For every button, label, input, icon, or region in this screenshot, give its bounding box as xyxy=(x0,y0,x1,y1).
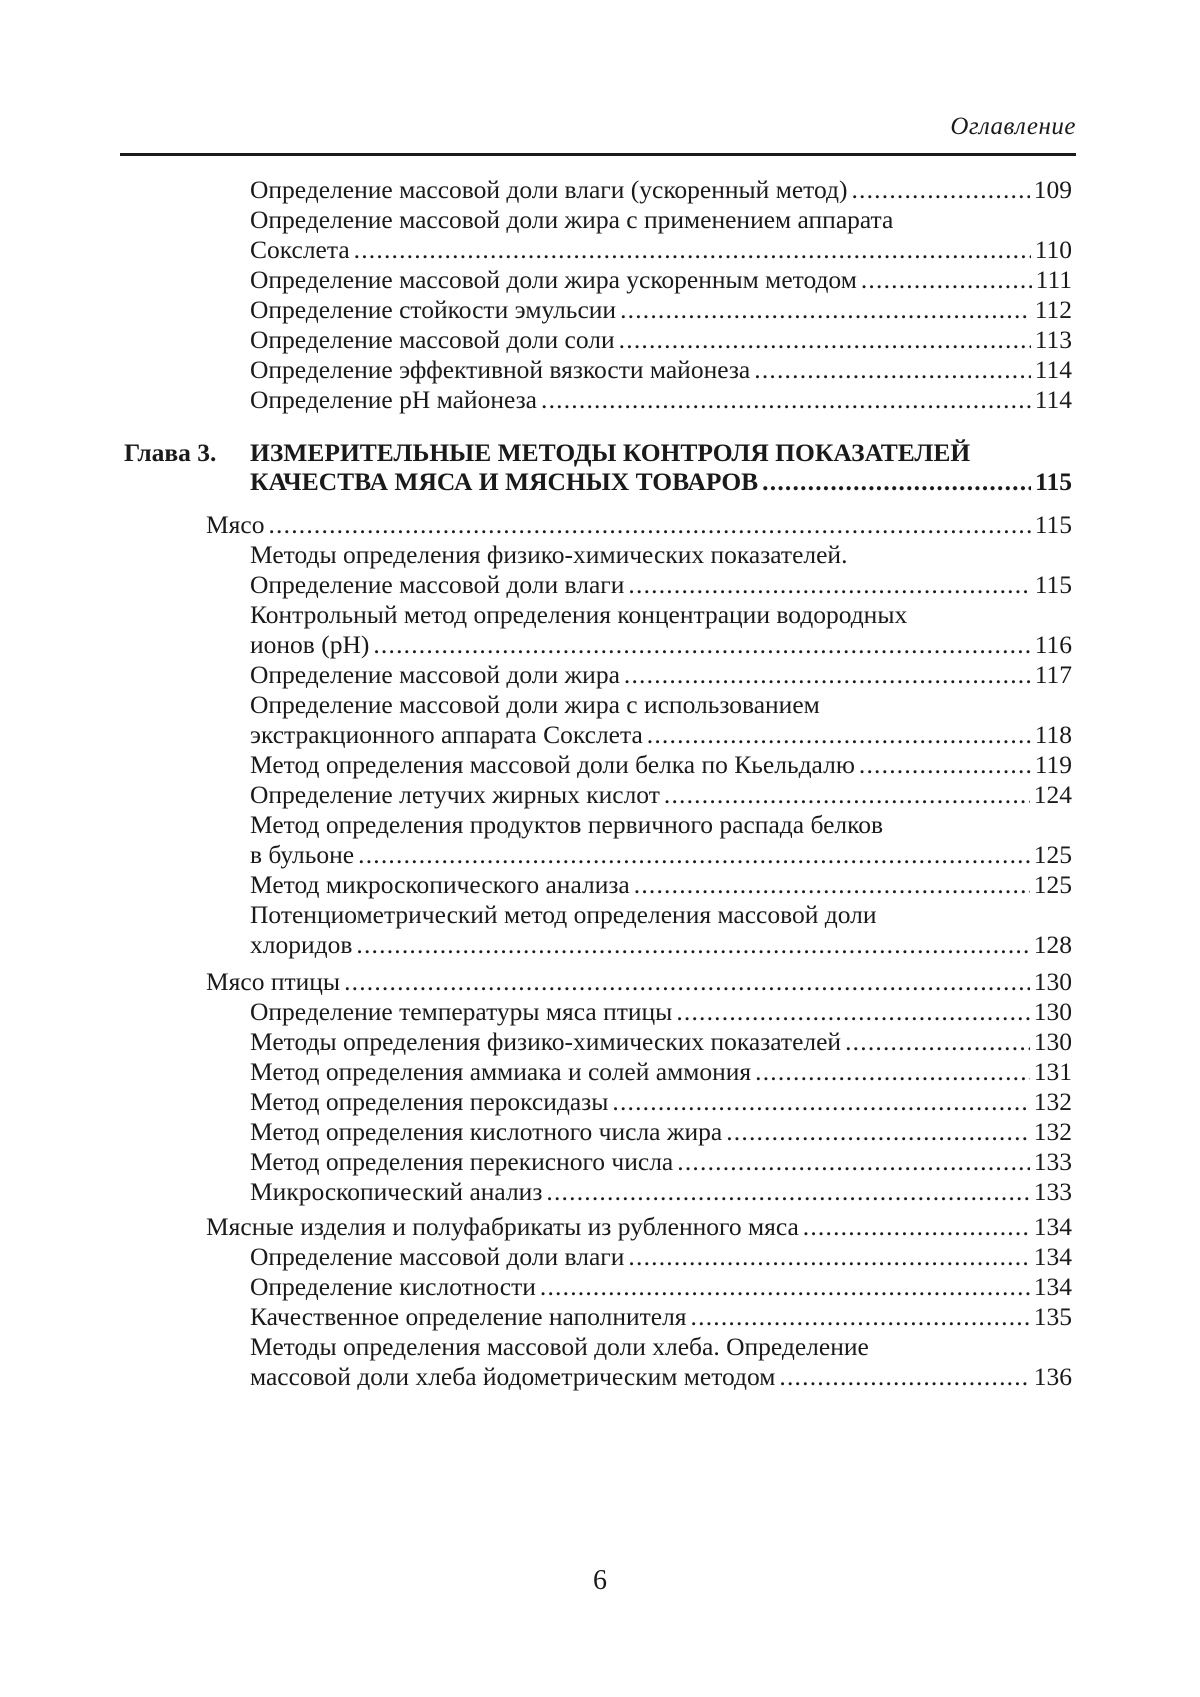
dot-leader xyxy=(754,355,1030,385)
toc-entry-page: 109 xyxy=(1033,175,1072,204)
dot-leader xyxy=(541,385,1031,415)
toc-entry xyxy=(250,1177,1072,1211)
toc-entry-page: 110 xyxy=(1034,235,1072,264)
toc-entry-text: Микроскопический анализ xyxy=(250,1177,543,1206)
toc-entry-text: массовой доли хлеба йодометрическим методом xyxy=(250,1362,776,1391)
toc-entry-text: Определение массовой доли жира с применением аппарата xyxy=(250,205,894,234)
toc-section xyxy=(206,967,1072,1001)
toc-entry xyxy=(250,1242,1072,1276)
toc-entry xyxy=(250,265,1072,299)
toc-entry-page: 125 xyxy=(1033,870,1072,899)
dot-leader xyxy=(676,997,1029,1027)
toc-entry xyxy=(250,235,1072,269)
toc-entry xyxy=(250,870,1072,904)
toc-entry xyxy=(250,1057,1072,1091)
toc-entry-page: 130 xyxy=(1033,997,1072,1026)
chapter-title-text: КАЧЕСТВА МЯСА И МЯСНЫХ ТОВАРОВ xyxy=(250,467,759,496)
toc-entry-page: 136 xyxy=(1033,1362,1072,1391)
toc-entry-page: 135 xyxy=(1033,1302,1072,1331)
toc-entry xyxy=(250,1117,1072,1151)
toc-entry-text: Определение кислотности xyxy=(250,1272,536,1301)
toc-section-text: Мясо птицы xyxy=(206,967,341,996)
toc-entry-text: Потенциометрический метод определения массовой доли xyxy=(250,900,877,929)
dot-leader xyxy=(344,967,1030,997)
toc-entry-text: Определение летучих жирных кислот xyxy=(250,780,660,809)
toc-entry-text: Методы определения физико-химических показателей xyxy=(250,1027,842,1056)
toc-entry-page: 119 xyxy=(1034,750,1072,779)
dot-leader xyxy=(628,1242,1029,1272)
toc-entry xyxy=(250,570,1072,604)
toc-entry-page: 134 xyxy=(1033,1272,1072,1301)
toc-entry-text: Определение массовой доли соли xyxy=(250,325,615,354)
toc-entry-text: Определение массовой доли влаги xyxy=(250,1242,625,1271)
dot-leader xyxy=(620,295,1031,325)
dot-leader xyxy=(803,1212,1030,1242)
toc-entry xyxy=(250,720,1072,754)
dot-leader xyxy=(726,1117,1030,1147)
toc-entry xyxy=(250,385,1072,419)
dot-leader xyxy=(664,780,1030,810)
toc-entry-page: 131 xyxy=(1033,1057,1072,1086)
toc-entry xyxy=(250,930,1072,964)
dot-leader xyxy=(647,720,1031,750)
running-head: Оглавление xyxy=(950,113,1076,140)
toc-entry xyxy=(250,630,1072,664)
toc-entry xyxy=(250,1147,1072,1181)
toc-section-page: 115 xyxy=(1034,510,1072,539)
toc-entry xyxy=(250,1302,1072,1336)
toc-entry xyxy=(250,205,893,239)
dot-leader xyxy=(677,1147,1029,1177)
toc-entry-text: экстракционного аппарата Сокслета xyxy=(250,720,643,749)
toc-entry-text: Определение массовой доли жира с использованием xyxy=(250,690,820,719)
toc-entry-page: 113 xyxy=(1034,325,1072,354)
toc-entry-page: 134 xyxy=(1033,1242,1072,1271)
toc-entry xyxy=(250,690,820,724)
toc-entry-page: 133 xyxy=(1033,1147,1072,1176)
toc-section-page: 134 xyxy=(1033,1212,1072,1241)
toc-entry-page: 112 xyxy=(1034,295,1072,324)
dot-leader xyxy=(691,1302,1030,1332)
dot-leader xyxy=(845,1027,1030,1057)
chapter-page: 115 xyxy=(1035,467,1072,496)
dot-leader xyxy=(861,265,1032,295)
toc-entry-page: 132 xyxy=(1033,1117,1072,1146)
dot-leader xyxy=(851,175,1029,205)
toc-entry xyxy=(250,1332,869,1366)
toc-entry-text: Определение массовой доли жира xyxy=(250,660,620,689)
toc-entry xyxy=(250,540,847,574)
toc-section xyxy=(206,1212,1072,1246)
toc-entry-page: 133 xyxy=(1033,1177,1072,1206)
toc-entry-page: 114 xyxy=(1034,355,1072,384)
toc-entry xyxy=(250,600,907,634)
toc-entry-page: 132 xyxy=(1033,1087,1072,1116)
dot-leader xyxy=(634,870,1030,900)
toc-entry-page: 115 xyxy=(1034,570,1072,599)
toc-entry-page: 118 xyxy=(1034,720,1072,749)
toc-entry-text: Метод определения продуктов первичного распада белков xyxy=(250,810,884,839)
dot-leader xyxy=(762,467,1031,497)
dot-leader xyxy=(268,510,1030,540)
toc-entry xyxy=(250,660,1072,694)
toc-entry-text: Определение массовой доли влаги xyxy=(250,570,625,599)
dot-leader xyxy=(354,235,1031,265)
toc-entry-text: Метод определения перекисного числа xyxy=(250,1147,674,1176)
toc-entry xyxy=(250,750,1072,784)
toc-entry xyxy=(250,900,877,934)
toc-entry-text: Метод определения пероксидазы xyxy=(250,1087,609,1116)
toc-entry xyxy=(250,175,1072,209)
toc-entry-text: Определение массовой доли влаги (ускоренный метод) xyxy=(250,175,848,204)
toc-entry-text: в бульоне xyxy=(250,840,355,869)
toc-entry-text: Метод определения аммиака и солей аммония xyxy=(250,1057,752,1086)
toc-entry xyxy=(250,325,1072,359)
toc-entry-text: Метод определения массовой доли белка по Кьельдалю xyxy=(250,750,855,779)
dot-leader xyxy=(373,630,1030,660)
chapter-number: Глава 3. xyxy=(124,438,217,467)
toc-entry xyxy=(250,1027,1072,1061)
page-number: 6 xyxy=(593,1565,607,1596)
toc-entry-page: 117 xyxy=(1034,660,1072,689)
toc-entry xyxy=(250,1362,1072,1396)
dot-leader xyxy=(779,1362,1029,1392)
toc-entry-text: Метод микроскопического анализа xyxy=(250,870,630,899)
toc-entry-text: Сокслета xyxy=(250,235,350,264)
toc-entry-page: 124 xyxy=(1033,780,1072,809)
dot-leader xyxy=(859,750,1031,780)
toc-entry xyxy=(250,1087,1072,1121)
toc-entry-page: 111 xyxy=(1035,265,1072,294)
dot-leader xyxy=(628,570,1030,600)
toc-entry xyxy=(250,840,1072,874)
toc-entry xyxy=(250,780,1072,814)
toc-section xyxy=(206,510,1072,544)
toc-entry-text: Определение массовой доли жира ускоренным методом xyxy=(250,265,857,294)
toc-entry-text: Определение pH майонеза xyxy=(250,385,537,414)
toc-entry xyxy=(250,1272,1072,1306)
toc-entry-page: 130 xyxy=(1033,1027,1072,1056)
toc-section-text: Мясные изделия и полуфабрикаты из рубленного мяса xyxy=(206,1212,799,1241)
toc-entry-text: Методы определения массовой доли хлеба. Определение xyxy=(250,1332,869,1361)
dot-leader xyxy=(358,840,1030,870)
toc-entry-page: 128 xyxy=(1033,930,1072,959)
toc-entry-page: 114 xyxy=(1034,385,1072,414)
toc-entry-text: Контрольный метод определения концентрации водородных xyxy=(250,600,908,629)
toc-entry-page: 125 xyxy=(1033,840,1072,869)
dot-leader xyxy=(540,1272,1030,1302)
toc-entry-text: Методы определения физико-химических показателей. xyxy=(250,540,848,569)
chapter-title-text: ИЗМЕРИТЕЛЬНЫЕ МЕТОДЫ КОНТРОЛЯ ПОКАЗАТЕЛЕЙ xyxy=(250,438,971,467)
toc-entry-text: Определение стойкости эмульсии xyxy=(250,295,617,324)
toc-entry-text: Метод определения кислотного числа жира xyxy=(250,1117,723,1146)
toc-entry-text: Качественное определение наполнителя xyxy=(250,1302,687,1331)
toc-entry-text: хлоридов xyxy=(250,930,353,959)
dot-leader xyxy=(356,930,1029,960)
toc-entry xyxy=(250,997,1072,1031)
dot-leader xyxy=(624,660,1031,690)
dot-leader xyxy=(546,1177,1029,1207)
toc-entry-page: 116 xyxy=(1034,630,1072,659)
dot-leader xyxy=(755,1057,1030,1087)
toc-entry-text: Определение эффективной вязкости майонеза xyxy=(250,355,751,384)
dot-leader xyxy=(612,1087,1029,1117)
toc-section-page: 130 xyxy=(1033,967,1072,996)
chapter-title-line2 xyxy=(250,467,1072,501)
dot-leader xyxy=(619,325,1031,355)
toc-entry-text: Определение температуры мяса птицы xyxy=(250,997,673,1026)
toc-entry-text: ионов (pH) xyxy=(250,630,370,659)
toc-entry xyxy=(250,355,1072,389)
toc-entry xyxy=(250,295,1072,329)
toc-section-text: Мясо xyxy=(206,510,265,539)
toc-entry xyxy=(250,810,883,844)
